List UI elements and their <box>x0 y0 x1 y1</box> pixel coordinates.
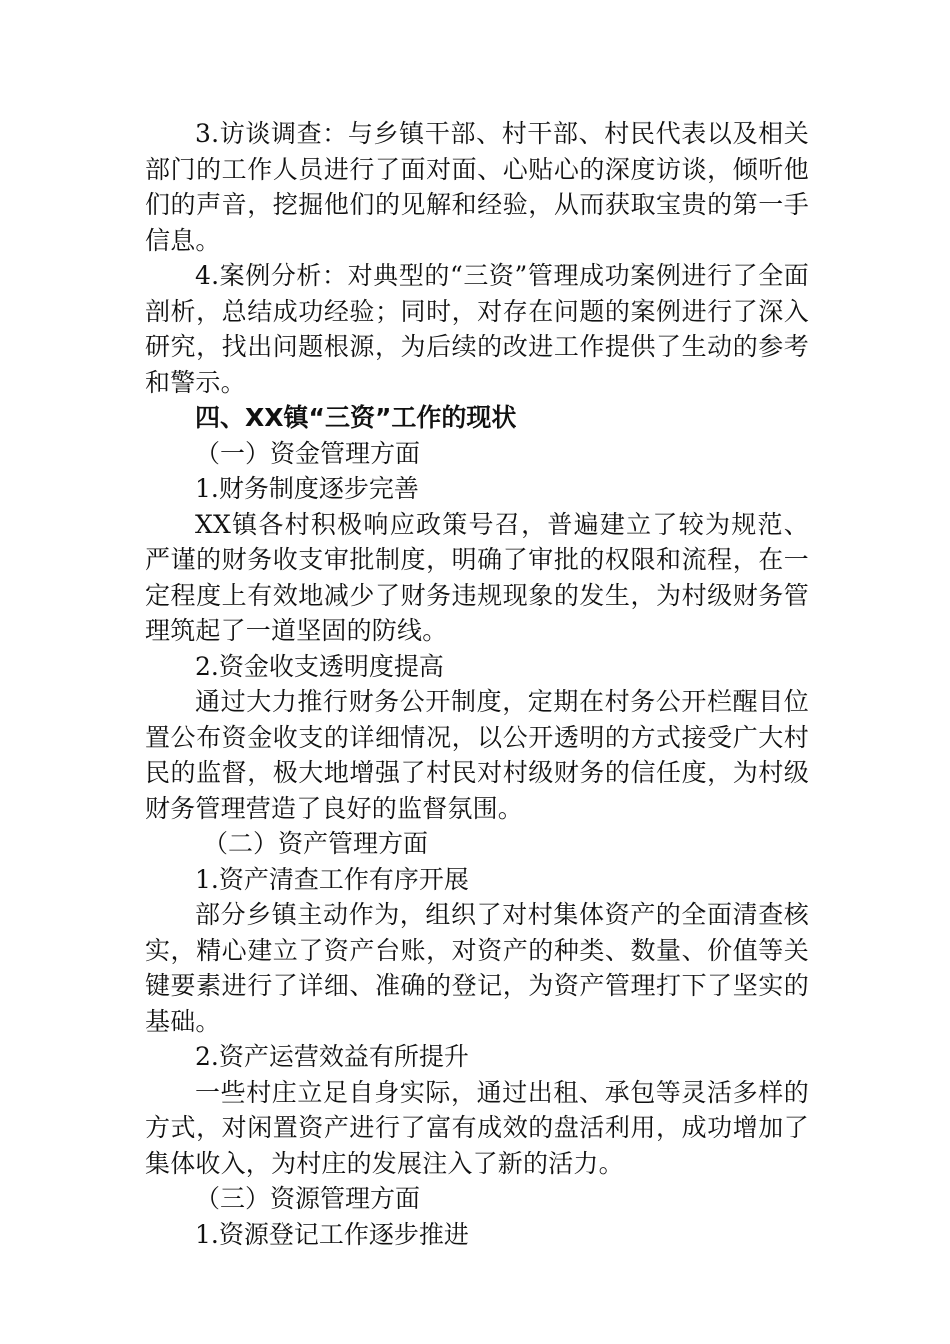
item-heading-finance-system: 1.财务制度逐步完善 <box>195 474 419 503</box>
paragraph-interview-survey: 3.访谈调查：与乡镇干部、村干部、村民代表以及相关部门的工作人员进行了面对面、心贴心的深度访谈，倾听他们的声音，挖掘他们的见解和经验，从而获取宝贵的第一手信息。 <box>145 119 809 255</box>
item-heading-asset-inventory: 1.资产清查工作有序开展 <box>195 864 469 894</box>
document-page <box>145 116 809 1252</box>
paragraph-case-analysis: 4.案例分析：对典型的“三资”管理成功案例进行了全面剖析，总结成功经验；同时，对存在问题的案例进行了深入研究，找出问题根源，为后续的改进工作提供了生动的参考和警示。 <box>145 261 809 397</box>
subsection-heading-assets: （二）资产管理方面 <box>203 829 429 858</box>
paragraph-finance-system: XX镇各村积极响应政策号召，普遍建立了较为规范、严谨的财务收支审批制度，明确了审批的权限和流程，在一定程度上有效地减少了财务违规现象的发生，为村级财务管理筑起了一道坚固的防线。 <box>145 509 809 645</box>
item-heading-resource-registration: 1.资源登记工作逐步推进 <box>195 1219 469 1249</box>
paragraph-transparency: 通过大力推行财务公开制度，定期在村务公开栏醒目位置公布资金收支的详细情况，以公开透明的方式接受广大村民的监督，极大地增强了村民对村级财务的信任度，为村级财务管理营造了良好的监督氛围。 <box>145 687 809 823</box>
subsection-heading-funds: （一）资金管理方面 <box>195 438 421 468</box>
item-heading-transparency: 2.资金收支透明度提高 <box>195 651 444 681</box>
section-heading-status: 四、XX镇“三资”工作的现状 <box>195 403 517 432</box>
paragraph-asset-efficiency: 一些村庄立足自身实际，通过出租、承包等灵活多样的方式，对闲置资产进行了富有成效的盘活利用，成功增加了集体收入，为村庄的发展注入了新的活力。 <box>145 1077 809 1178</box>
item-heading-asset-efficiency: 2.资产运营效益有所提升 <box>195 1042 469 1071</box>
paragraph-asset-inventory: 部分乡镇主动作为，组织了对村集体资产的全面清查核实，精心建立了资产台账，对资产的种类、数量、价值等关键要素进行了详细、准确的登记，为资产管理打下了坚实的基础。 <box>145 900 809 1036</box>
subsection-heading-resources: （三）资源管理方面 <box>195 1184 421 1213</box>
